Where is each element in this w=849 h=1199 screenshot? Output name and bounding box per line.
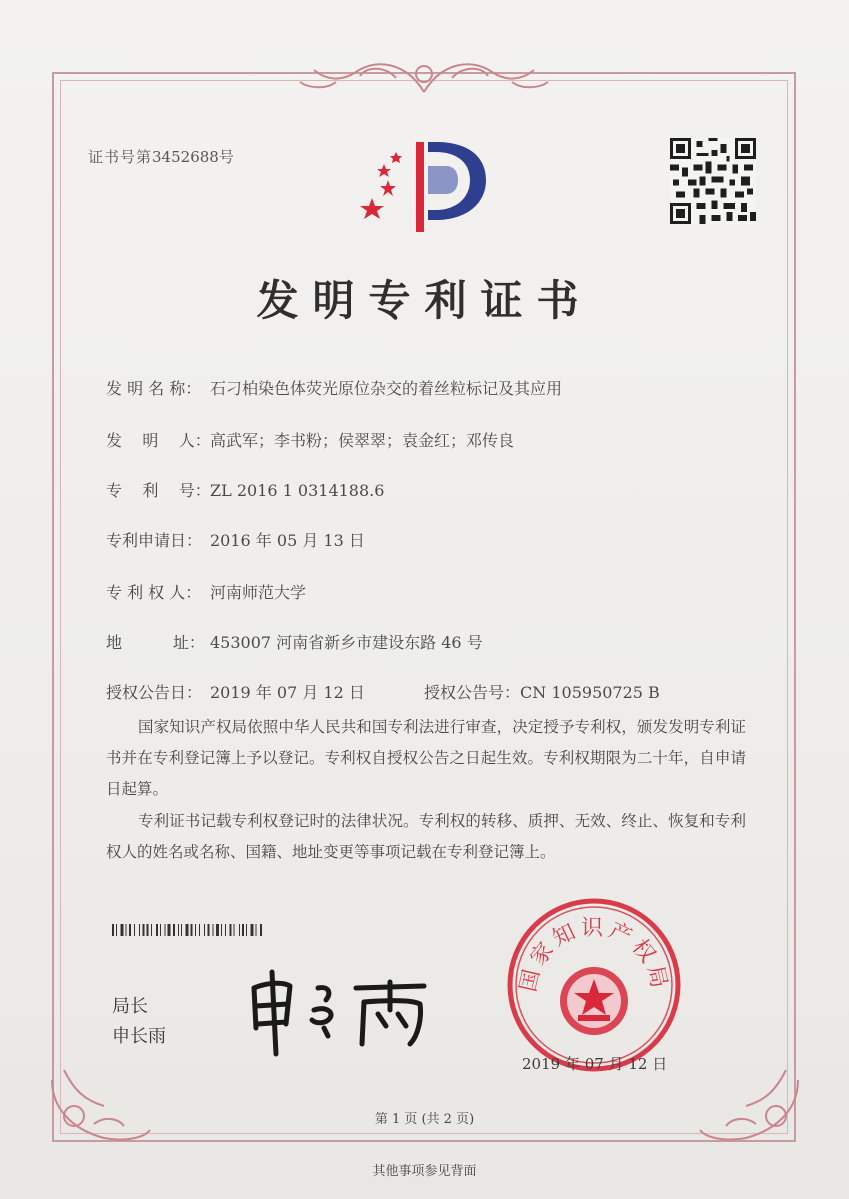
grant-number-row (424, 680, 660, 703)
certificate-number-label: 证书号第 (88, 148, 153, 166)
patent-office-logo-icon (358, 136, 498, 236)
certificate-number-value: 3452688 (152, 148, 219, 166)
grant-number-label: 授权公告号： (424, 683, 521, 702)
patent-number-row (106, 478, 384, 501)
inventor-value: 高武军；李书粉；侯翠翠；袁金红；邓传良 (210, 431, 515, 450)
certificate-number (88, 146, 235, 167)
invention-name-row (106, 376, 562, 399)
official-seal-icon (506, 897, 682, 1073)
footer-note: 其他事项参见背面 (372, 1164, 477, 1179)
address-row (106, 630, 483, 653)
invention-name-label: 发 明 名 称： (106, 379, 202, 398)
page-number: 第 1 页 (共 2 页) (374, 1112, 475, 1127)
inventor-label: 发 明 人： (106, 431, 211, 450)
patentee-row (106, 580, 306, 603)
barcode-icon (112, 924, 328, 936)
corner-ornament-bottom-right-icon (696, 1060, 806, 1150)
invention-name-value: 石刁柏染色体荧光原位杂交的着丝粒标记及其应用 (210, 379, 563, 398)
grant-number-value: CN 105950725 B (520, 683, 660, 702)
filing-date-label: 专利申请日： (106, 531, 203, 550)
certificate-number-suffix: 号 (218, 148, 235, 166)
director-name: 申长雨 (112, 1026, 166, 1047)
top-ornament-icon (296, 52, 552, 96)
body-paragraph-2: 专利证书记载专利权登记时的法律状况。专利权的转移、质押、无效、终止、恢复和专利权人的姓名或名称、国籍、地址变更等事项记载在专利登记簿上。 (106, 812, 746, 861)
seal-text: 国家知识产权局 (516, 916, 672, 995)
grant-date-row (106, 680, 365, 703)
filing-date-row (106, 528, 365, 551)
patent-number-value: ZL 2016 1 0314188.6 (210, 481, 385, 500)
director-title: 局长 (112, 996, 148, 1017)
body-paragraph-1: 国家知识产权局依照中华人民共和国专利法进行审查，决定授予专利权，颁发发明专利证书并在专利登记簿上予以登记。专利权自授权公告之日起生效。专利权期限为二十年，自申请日起算。 (106, 718, 746, 798)
inventor-row (106, 428, 514, 451)
filing-date-value: 2016 年 05 月 13 日 (210, 531, 365, 550)
qr-code-icon (670, 138, 756, 224)
address-label: 地 址： (106, 633, 205, 652)
patent-number-label: 专 利 号： (106, 481, 211, 500)
seal-date: 2019 年 07 月 12 日 (522, 1055, 668, 1073)
corner-ornament-bottom-left-icon (44, 1060, 154, 1150)
address-value: 453007 河南省新乡市建设东路 46 号 (210, 633, 483, 652)
patentee-label: 专 利 权 人： (106, 583, 202, 602)
signature-strokes-icon (240, 958, 440, 1058)
certificate-title: 发明专利证书 (256, 276, 593, 325)
patentee-value: 河南师范大学 (210, 583, 307, 602)
grant-date-value: 2019 年 07 月 12 日 (210, 683, 365, 702)
handwritten-signature (240, 958, 440, 1058)
grant-date-label: 授权公告日： (106, 683, 203, 702)
